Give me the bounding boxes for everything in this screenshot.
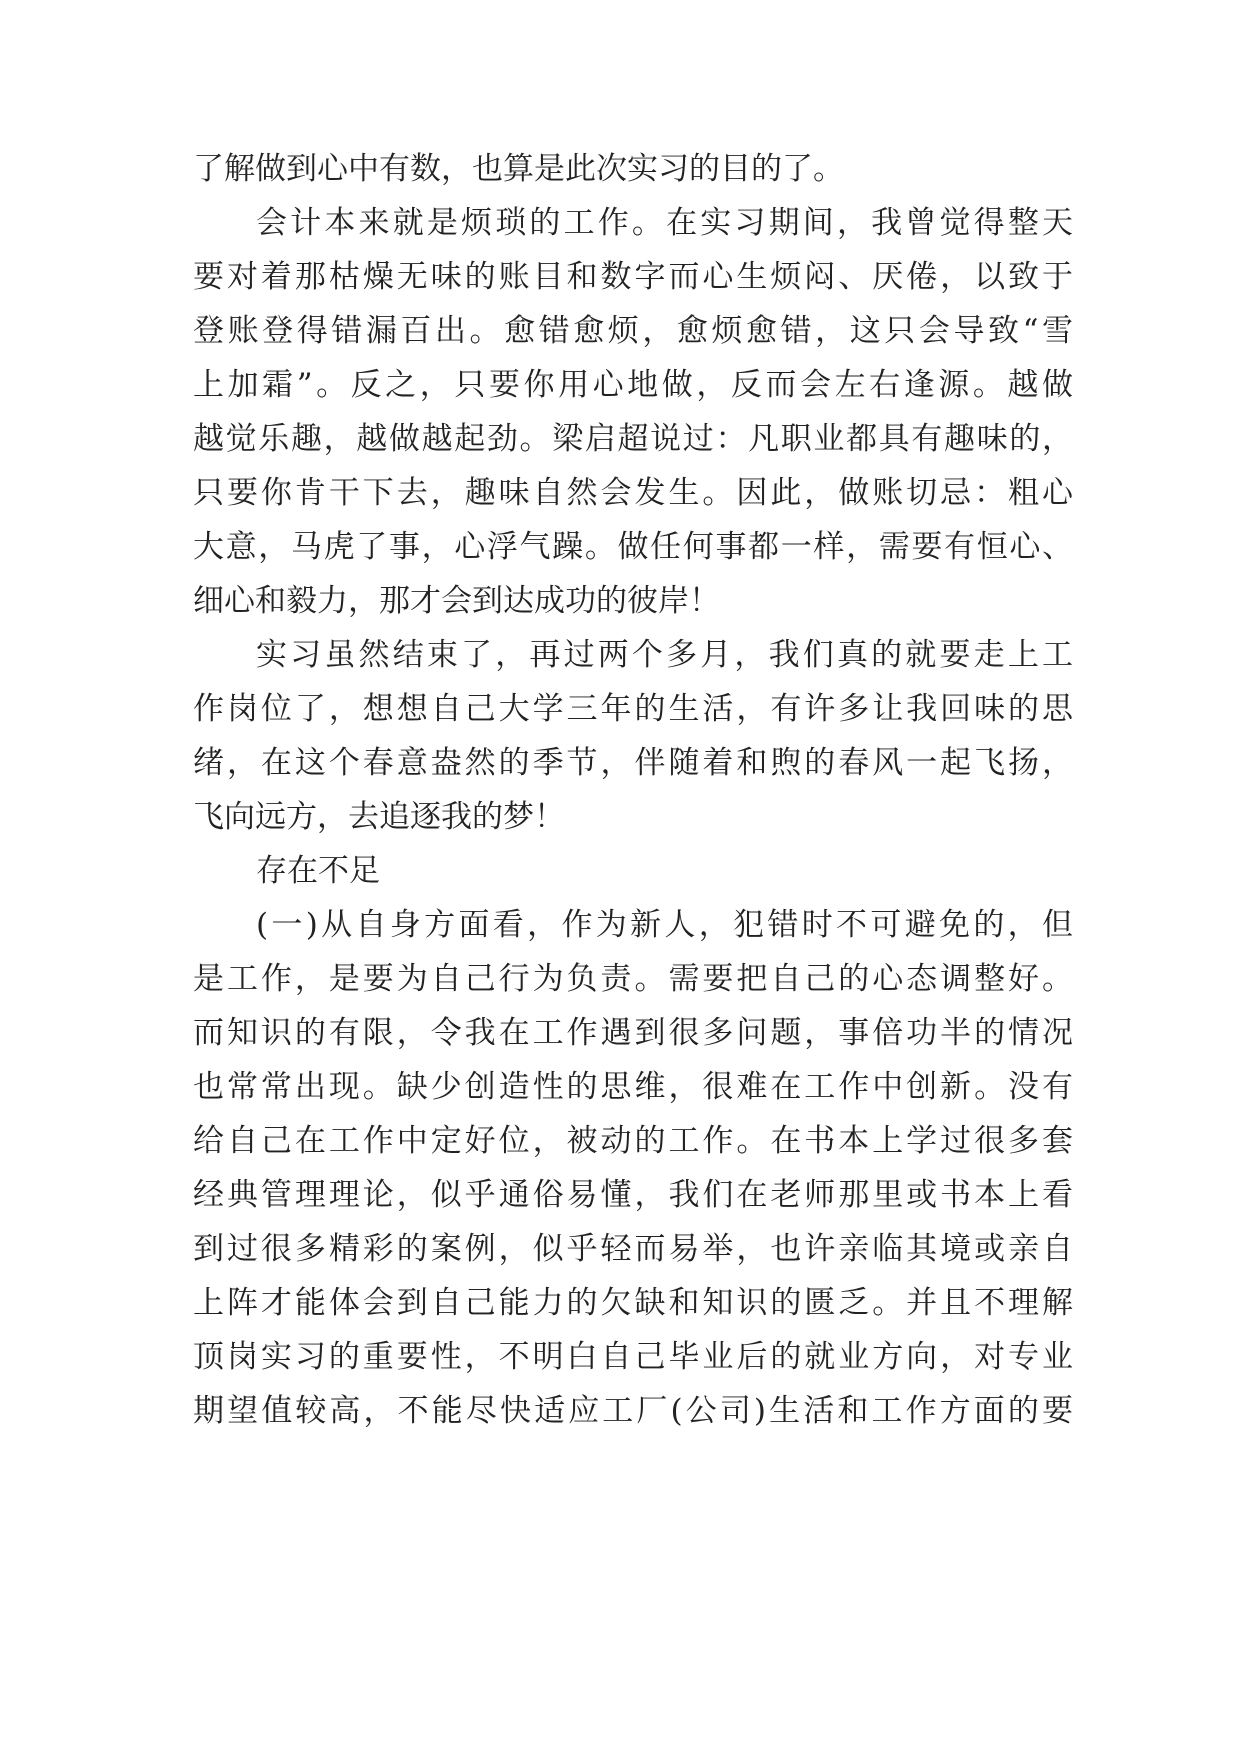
text-line: 只要你肯干下去，趣味自然会发生。因此，做账切忌：粗心 [193, 475, 1073, 511]
text-line: 给自己在工作中定好位，被动的工作。在书本上学过很多套 [193, 1123, 1073, 1159]
text-line: 是工作，是要为自己行为负责。需要把自己的心态调整好。 [193, 961, 1073, 997]
text-line: 越觉乐趣，越做越起劲。梁启超说过：凡职业都具有趣味的， [193, 421, 1073, 457]
text-line: 大意，马虎了事，心浮气躁。做任何事都一样，需要有恒心、 [193, 529, 1073, 565]
text-line: 登账登得错漏百出。愈错愈烦，愈烦愈错，这只会导致“雪 [193, 313, 1073, 349]
text-line: 上加霜”。反之，只要你用心地做，反而会左右逢源。越做 [193, 367, 1073, 403]
text-line: 而知识的有限，令我在工作遇到很多问题，事倍功半的情况 [193, 1015, 1073, 1051]
text-line: 要对着那枯燥无味的账目和数字而心生烦闷、厌倦，以致于 [193, 259, 1073, 295]
text-line: 飞向远方，去追逐我的梦！ [193, 799, 565, 835]
text-line: 到过很多精彩的案例，似乎轻而易举，也许亲临其境或亲自 [193, 1231, 1073, 1267]
text-line: 实习虽然结束了，再过两个多月，我们真的就要走上工 [256, 637, 1073, 673]
section-heading: 存在不足 [256, 853, 380, 889]
text-line: 也常常出现。缺少创造性的思维，很难在工作中创新。没有 [193, 1069, 1073, 1105]
text-line: 绪，在这个春意盎然的季节，伴随着和煦的春风一起飞扬， [193, 745, 1073, 781]
text-line: 上阵才能体会到自己能力的欠缺和知识的匮乏。并且不理解 [193, 1285, 1073, 1321]
text-line: 期望值较高，不能尽快适应工厂(公司)生活和工作方面的要 [193, 1393, 1073, 1429]
text-line: 顶岗实习的重要性，不明白自己毕业后的就业方向，对专业 [193, 1339, 1073, 1375]
text-line: 经典管理理论，似乎通俗易懂，我们在老师那里或书本上看 [193, 1177, 1073, 1213]
text-line: 细心和毅力，那才会到达成功的彼岸！ [193, 583, 720, 619]
text-line: 会计本来就是烦琐的工作。在实习期间，我曾觉得整天 [256, 205, 1073, 241]
text-line: (一)从自身方面看，作为新人，犯错时不可避免的，但 [256, 907, 1073, 943]
text-line: 了解做到心中有数，也算是此次实习的目的了。 [193, 151, 844, 187]
text-line: 作岗位了，想想自己大学三年的生活，有许多让我回味的思 [193, 691, 1073, 727]
